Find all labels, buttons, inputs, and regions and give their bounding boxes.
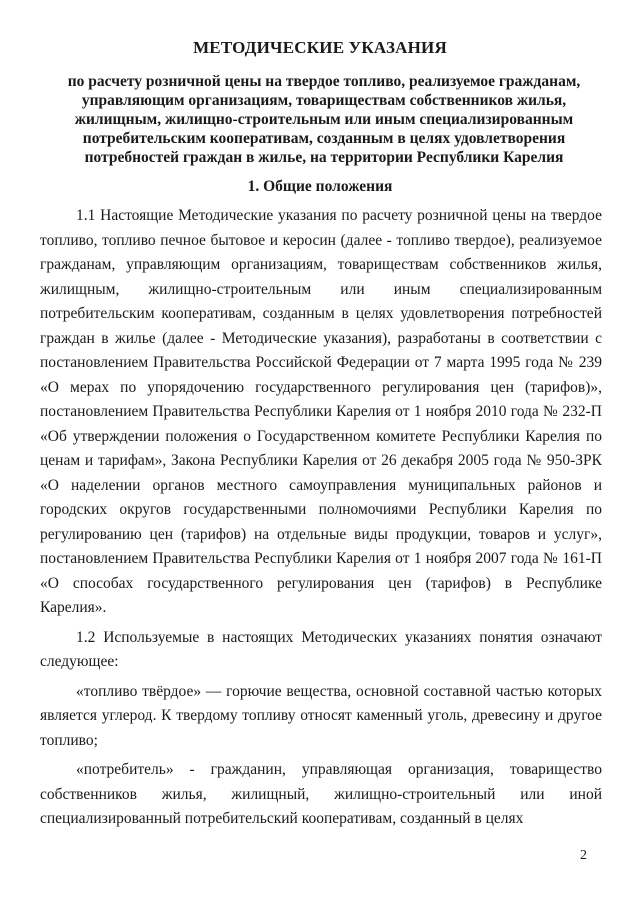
definition-consumer: «потребитель» - гражданин, управляющая организация, товарищество собственников жилья, жилищный, жилищно-строительный или иной специализированный потребительский кооперативам, созданный в целях xyxy=(40,761,602,827)
section-heading: 1. Общие положения xyxy=(247,178,393,195)
document-subtitle: по расчету розничной цены на твердое топливо, реализуемое гражданам, управляющим организациям, товариществам собственников жилья, жилищным, жилищно-строительным или иным специализированным потребительским кооперативам, созданным в целях удовлетворения потребностей граждан в жилье, на территории Республики Карелия xyxy=(67,73,581,166)
paragraph-1-1: 1.1 Настоящие Методические указания по расчету розничной цены на твердое топливо, топливо печное бытовое и керосин (далее - топливо твердое), реализуемое гражданам, управляющим организациям, товариществам собственников жилья, жилищным, жилищно-строительным или иным специализированным потребительским кооперативам, созданным в целях удовлетворения потребностей граждан в жилье (далее - Методические указания), разработаны в соответствии с постановлением Правительства Российской Федерации от 7 марта 1995 года № 239 «О мерах по упорядочению государственного регулирования цен (тарифов)», постановлением Правительства Республики Карелия от 1 ноября 2010 года № 232-П «Об утверждении положения о Государственном комитете Республики Карелия по ценам и тарифам», Закона Республики Карелия от 26 декабря 2005 года № 950-ЗРК «О наделении органов местного самоуправления муниципальных районов и городских округов государственными полномочиями Республики Карелия по регулированию цен (тарифов) на отдельные виды продукции, товаров и услуг», постановлением Правительства Республики Карелия от 1 ноября 2007 года № 161-П «О способах государственного регулирования цен (тарифов) в Республике Карелия». xyxy=(40,207,602,616)
definition-solid-fuel: «топливо твёрдое» — горючие вещества, основной составной частью которых является углерод. К твердому топливу относят каменный уголь, древесину и другое топливо; xyxy=(40,682,602,749)
paragraph-1-2: 1.2 Используемые в настоящих Методических указаниях понятия означают следующее: xyxy=(40,628,602,670)
document-body xyxy=(40,204,602,832)
document-title: МЕТОДИЧЕСКИЕ УКАЗАНИЯ xyxy=(193,38,447,57)
page-number: 2 xyxy=(580,848,587,863)
